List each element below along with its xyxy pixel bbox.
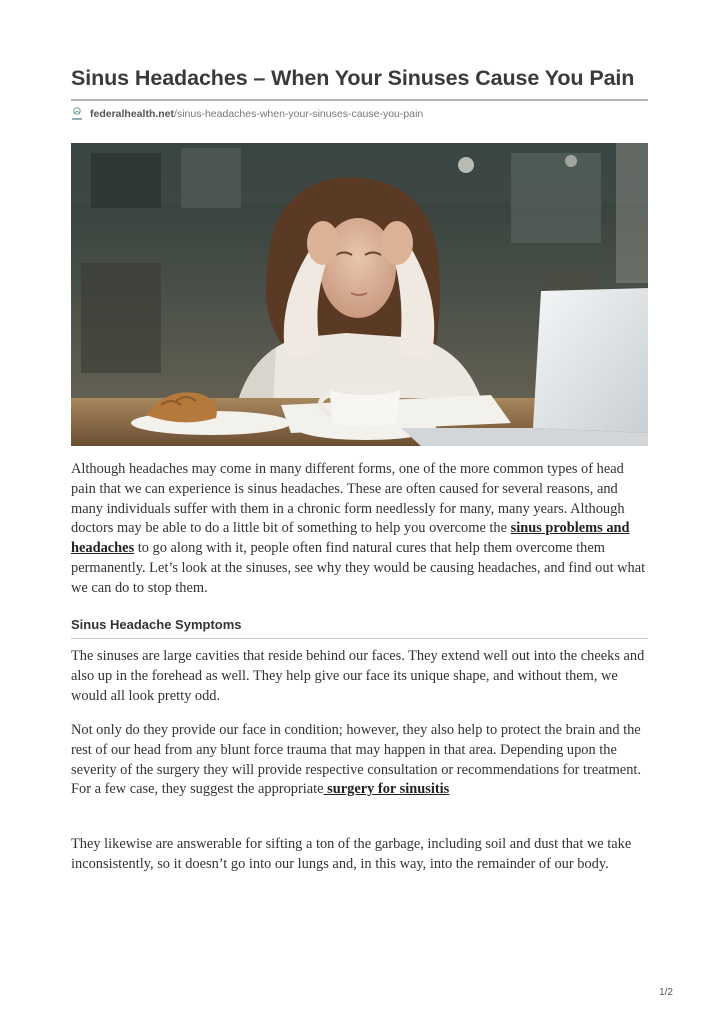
woman-with-headache-at-laptop-photo xyxy=(71,143,648,446)
page-title: Sinus Headaches – When Your Sinuses Cause You Pain xyxy=(71,66,635,90)
source-line xyxy=(71,105,423,123)
section-divider xyxy=(71,638,648,639)
protection-text: Not only do they provide our face in condition; however, they also help to protect the brain and the rest of our head from any blunt force trauma that may happen in that area. Depending upon the severity of the surgery they will provide respective consultation or recommendations for treatment. For a few case, they suggest the appropriate xyxy=(71,722,641,798)
paragraph-sinus-cavities: The sinuses are large cavities that reside behind our faces. They extend well out into the cheeks and also up in the forehead as well. They help give our face its unique shape, and without them, we would all look pretty odd. xyxy=(71,648,645,704)
page-number: 1/2 xyxy=(659,987,673,998)
federalhealth-favicon-icon xyxy=(71,106,87,122)
paragraph-filtering: They likewise are answerable for sifting a ton of the garbage, including soil and dust that we take inconsistently, so it doesn’t go into our lungs and, in this way, into the remainder of our body. xyxy=(71,836,632,872)
intro-text-end: to go along with it, people often find natural cures that help them overcome them permanently. Let’s look at the sinuses, see why they would be causing headaches, and find out what we can do to stop them. xyxy=(71,540,646,596)
source-domain[interactable]: federalhealth.net xyxy=(90,108,175,120)
surgery-for-sinusitis-link[interactable]: surgery for sinusitis xyxy=(323,781,450,798)
intro-paragraph xyxy=(71,460,651,599)
title-divider xyxy=(71,99,648,101)
source-path[interactable]: /sinus-headaches-when-your-sinuses-cause-you-pain xyxy=(174,108,424,120)
paragraph-protection xyxy=(71,721,651,800)
sinus-problems-link[interactable]: sinus problems and headaches xyxy=(71,520,630,557)
intro-text-start: Although headaches may come in many different forms, one of the more common types of head pain that we can experience is sinus headaches. These are often caused for several reasons, and many individuals suffer with them in a chronic form needlessly for many, many years. Although doctors may be able to do a little bit of something to help you overcome the xyxy=(71,461,625,537)
section-heading: Sinus Headache Symptoms xyxy=(71,617,242,632)
